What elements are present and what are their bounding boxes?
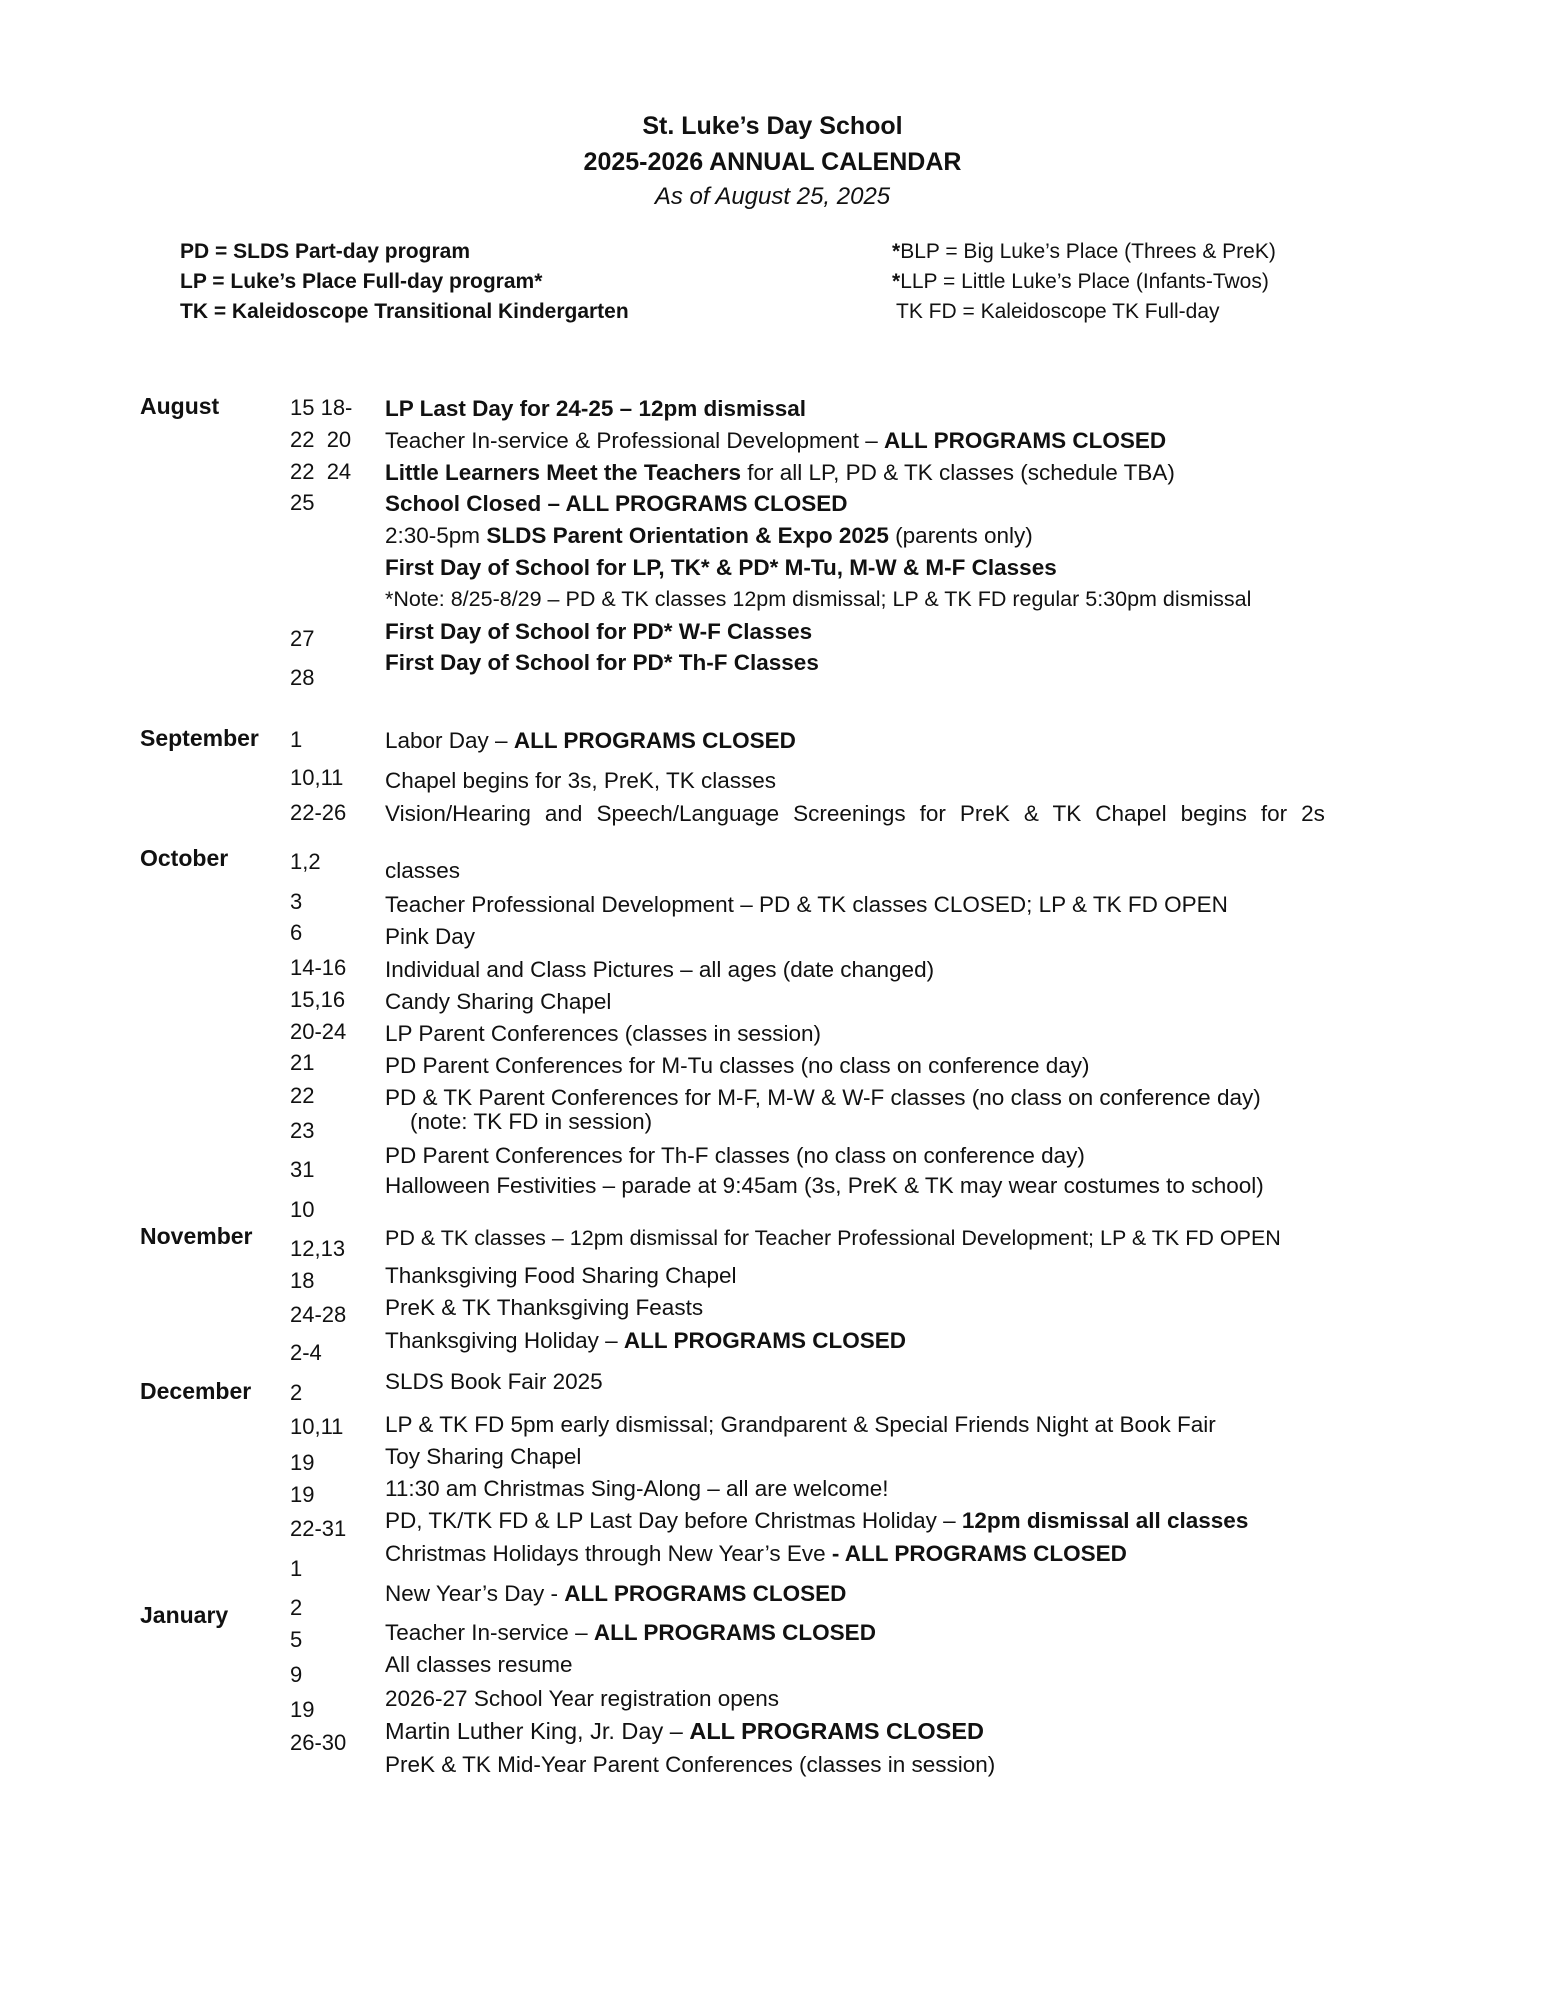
event-date: 12,13 bbox=[290, 1236, 346, 1261]
legend-pd: PD = SLDS Part-day program bbox=[180, 240, 470, 263]
event-item: PD Parent Conferences for Th-F classes (no class on conference day) bbox=[385, 1143, 1085, 1168]
event-date: 3 bbox=[290, 889, 303, 914]
event-item: School Closed – ALL PROGRAMS CLOSED bbox=[385, 491, 848, 516]
calendar-title: 2025-2026 ANNUAL CALENDAR bbox=[583, 148, 962, 176]
event-item: 11:30 am Christmas Sing-Along – all are welcome! bbox=[385, 1476, 889, 1501]
event-date: 2-4 bbox=[290, 1340, 322, 1365]
event-item: PD & TK classes – 12pm dismissal for Teacher Professional Development; LP & TK FD OPEN bbox=[385, 1226, 1281, 1250]
event-item: PD, TK/TK FD & LP Last Day before Christmas Holiday – 12pm dismissal all classes bbox=[385, 1508, 1249, 1533]
event-item: Labor Day – ALL PROGRAMS CLOSED bbox=[385, 728, 796, 753]
event-item: Toy Sharing Chapel bbox=[385, 1444, 582, 1469]
event-date: 2 bbox=[290, 1595, 303, 1620]
event-date: 15,16 bbox=[290, 987, 346, 1012]
month-december: December bbox=[140, 1378, 252, 1404]
event-date: 20-24 bbox=[290, 1019, 347, 1044]
event-date: 1 bbox=[290, 727, 303, 752]
event-date: 1,2 bbox=[290, 849, 321, 874]
month-january: January bbox=[140, 1602, 229, 1628]
event-date: 31 bbox=[290, 1157, 315, 1182]
event-item: LP & TK FD 5pm early dismissal; Grandparent & Special Friends Night at Book Fair bbox=[385, 1412, 1216, 1437]
event-date: 15 18- bbox=[290, 395, 353, 420]
event-item: Martin Luther King, Jr. Day – ALL PROGRAMS CLOSED bbox=[385, 1718, 984, 1744]
event-date: 14-16 bbox=[290, 955, 347, 980]
event-item: Little Learners Meet the Teachers for all LP, PD & TK classes (schedule TBA) bbox=[385, 460, 1175, 485]
event-date: 23 bbox=[290, 1118, 315, 1143]
event-item: First Day of School for PD* Th-F Classes bbox=[385, 650, 819, 675]
event-date: 5 bbox=[290, 1627, 303, 1652]
event-item: 2026-27 School Year registration opens bbox=[385, 1686, 780, 1711]
legend-llp: *LLP = Little Luke’s Place (Infants-Twos) bbox=[892, 270, 1269, 293]
legend-tk: TK = Kaleidoscope Transitional Kindergarten bbox=[180, 300, 629, 323]
month-august: August bbox=[140, 393, 220, 419]
event-date: 24-28 bbox=[290, 1302, 347, 1327]
month-november: November bbox=[140, 1223, 253, 1249]
event-date: 19 bbox=[290, 1697, 315, 1722]
event-item: (note: TK FD in session) bbox=[410, 1109, 653, 1134]
event-item: First Day of School for LP, TK* & PD* M-Tu, M-W & M-F Classes bbox=[385, 555, 1057, 580]
event-item: Candy Sharing Chapel bbox=[385, 989, 612, 1014]
event-item: Halloween Festivities – parade at 9:45am (3s, PreK & TK may wear costumes to school) bbox=[385, 1173, 1264, 1198]
event-item: Thanksgiving Holiday – ALL PROGRAMS CLOSED bbox=[385, 1328, 906, 1353]
event-item: Teacher In-service – ALL PROGRAMS CLOSED bbox=[385, 1620, 876, 1645]
event-date: 22-26 bbox=[290, 800, 347, 825]
event-item: PreK & TK Mid-Year Parent Conferences (classes in session) bbox=[385, 1752, 996, 1777]
event-item: LP Last Day for 24-25 – 12pm dismissal bbox=[385, 396, 807, 421]
as-of-date: As of August 25, 2025 bbox=[654, 183, 891, 210]
event-date: 18 bbox=[290, 1268, 315, 1293]
event-item: Pink Day bbox=[385, 924, 476, 949]
event-item: PD & TK Parent Conferences for M-F, M-W & W-F classes (no class on conference day) bbox=[385, 1085, 1261, 1110]
event-item: Teacher In-service & Professional Development – ALL PROGRAMS CLOSED bbox=[385, 428, 1167, 453]
event-date: 26-30 bbox=[290, 1730, 347, 1755]
event-item: *Note: 8/25-8/29 – PD & TK classes 12pm dismissal; LP & TK FD regular 5:30pm dismissal bbox=[385, 587, 1252, 611]
event-date: 10,11 bbox=[290, 1414, 344, 1439]
event-date: 10 bbox=[290, 1197, 315, 1222]
event-item: classes bbox=[385, 858, 461, 883]
event-item: Teacher Professional Development – PD & TK classes CLOSED; LP & TK FD OPEN bbox=[385, 892, 1228, 917]
event-date: 27 bbox=[290, 626, 315, 651]
event-date: 2 bbox=[290, 1380, 303, 1405]
event-item: All classes resume bbox=[385, 1652, 573, 1677]
event-item: PD Parent Conferences for M-Tu classes (no class on conference day) bbox=[385, 1053, 1090, 1078]
event-item: First Day of School for PD* W-F Classes bbox=[385, 619, 813, 644]
event-item: Christmas Holidays through New Year’s Eve - ALL PROGRAMS CLOSED bbox=[385, 1541, 1127, 1566]
event-date: 22 20 bbox=[290, 427, 352, 452]
event-date: 6 bbox=[290, 920, 303, 945]
event-date: 25 bbox=[290, 490, 315, 515]
event-item: LP Parent Conferences (classes in session) bbox=[385, 1021, 822, 1046]
legend-blp: *BLP = Big Luke’s Place (Threes & PreK) bbox=[892, 240, 1276, 263]
legend-tkfd: TK FD = Kaleidoscope TK Full-day bbox=[896, 300, 1220, 323]
month-september: September bbox=[140, 725, 259, 751]
event-date: 22 24 bbox=[290, 459, 352, 484]
event-item: New Year’s Day - ALL PROGRAMS CLOSED bbox=[385, 1581, 847, 1606]
event-item: Chapel begins for 3s, PreK, TK classes bbox=[385, 768, 777, 793]
event-date: 9 bbox=[290, 1662, 303, 1687]
school-name: St. Luke’s Day School bbox=[642, 112, 903, 140]
month-october: October bbox=[140, 845, 229, 871]
event-date: 19 bbox=[290, 1482, 315, 1507]
event-item: Individual and Class Pictures – all ages (date changed) bbox=[385, 957, 935, 982]
event-date: 21 bbox=[290, 1050, 315, 1075]
event-date: 1 bbox=[290, 1556, 303, 1581]
event-date: 28 bbox=[290, 665, 315, 690]
event-date: 22-31 bbox=[290, 1516, 347, 1541]
legend-lp: LP = Luke’s Place Full-day program* bbox=[180, 270, 543, 293]
event-date: 10,11 bbox=[290, 765, 344, 790]
event-item: Thanksgiving Food Sharing Chapel bbox=[385, 1263, 737, 1288]
event-item: SLDS Book Fair 2025 bbox=[385, 1369, 603, 1394]
event-item: 2:30-5pm SLDS Parent Orientation & Expo 2025 (parents only) bbox=[385, 523, 1033, 548]
event-item: PreK & TK Thanksgiving Feasts bbox=[385, 1295, 704, 1320]
event-date: 22 bbox=[290, 1083, 315, 1108]
event-date: 19 bbox=[290, 1450, 315, 1475]
event-item: Vision/Hearing and Speech/Language Screenings for PreK & TK Chapel begins for 2s bbox=[385, 801, 1325, 826]
